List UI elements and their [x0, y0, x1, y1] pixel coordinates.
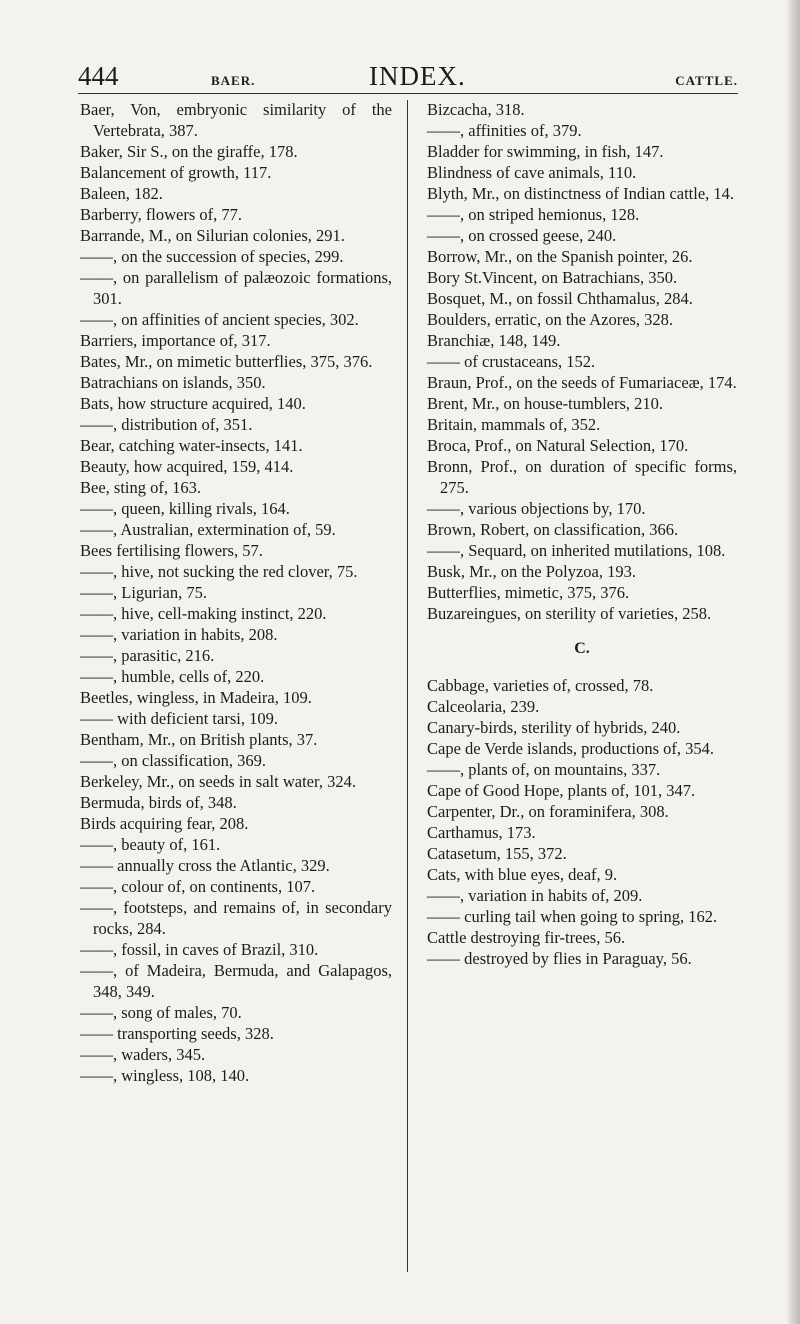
index-entry: —— of crustaceans, 152.	[427, 352, 596, 371]
index-entry: ——, on the succession of species, 299.	[80, 247, 344, 266]
index-entry: Barriers, importance of, 317.	[80, 331, 271, 350]
index-entry: Borrow, Mr., on the Spanish pointer, 26.	[427, 247, 693, 266]
index-entry: ——, wingless, 108, 140.	[80, 1066, 250, 1085]
index-entry: Balancement of growth, 117.	[80, 163, 272, 182]
index-entry: Canary-birds, sterility of hybrids, 240.	[427, 718, 681, 737]
running-head-right: CATTLE.	[675, 73, 738, 88]
index-entry: ——, variation in habits of, 209.	[427, 886, 643, 905]
index-entry: Bee, sting of, 163.	[80, 478, 201, 497]
index-entry: Calceolaria, 239.	[427, 697, 540, 716]
index-entry: Braun, Prof., on the seeds of Fumariaceæ, 174.	[427, 373, 737, 392]
index-entry: ——, Sequard, on inherited mutilations, 108.	[427, 541, 726, 560]
index-entry: Baleen, 182.	[80, 184, 163, 203]
index-column-left	[80, 99, 392, 1086]
index-entry: ——, distribution of, 351.	[80, 415, 253, 434]
index-entry: ——, parasitic, 216.	[80, 646, 215, 665]
index-entry: ——, footsteps, and remains of, in secondary rocks, 284.	[80, 898, 392, 938]
running-head-left: BAER.	[211, 73, 256, 88]
index-entry: Barrande, M., on Silurian colonies, 291.	[80, 226, 345, 245]
index-entry: Buzareingues, on sterility of varieties, 258.	[427, 604, 712, 623]
index-entry: ——, Ligurian, 75.	[80, 583, 207, 602]
index-entry: ——, on classification, 369.	[80, 751, 267, 770]
index-entry: Butterflies, mimetic, 375, 376.	[427, 583, 630, 602]
index-entry: ——, fossil, in caves of Brazil, 310.	[80, 940, 319, 959]
index-entry: Blyth, Mr., on distinctness of Indian cattle, 14.	[427, 184, 735, 203]
index-entry: ——, Australian, extermination of, 59.	[80, 520, 336, 539]
index-entry: Bees fertilising flowers, 57.	[80, 541, 263, 560]
header-rule	[78, 93, 738, 94]
index-entry: ——, hive, not sucking the red clover, 75.	[80, 562, 358, 581]
index-entry: Brent, Mr., on house-tumblers, 210.	[427, 394, 664, 413]
index-entry: —— curling tail when going to spring, 162.	[427, 907, 718, 926]
index-entry: Baker, Sir S., on the giraffe, 178.	[80, 142, 298, 161]
page-number: 444	[78, 61, 119, 91]
index-entry: Beetles, wingless, in Madeira, 109.	[80, 688, 312, 707]
index-entry: —— transporting seeds, 328.	[80, 1024, 274, 1043]
index-entry: ——, various objections by, 170.	[427, 499, 646, 518]
index-entry: Bory St.Vincent, on Batrachians, 350.	[427, 268, 678, 287]
index-entry: Bizcacha, 318.	[427, 100, 525, 119]
index-entry: Cats, with blue eyes, deaf, 9.	[427, 865, 618, 884]
index-entry: Bermuda, birds of, 348.	[80, 793, 237, 812]
index-entry: Boulders, erratic, on the Azores, 328.	[427, 310, 674, 329]
index-entry: Carthamus, 173.	[427, 823, 536, 842]
index-entry: Bladder for swimming, in fish, 147.	[427, 142, 664, 161]
section-letter-c: C.	[574, 640, 590, 657]
index-entry: Blindness of cave animals, 110.	[427, 163, 637, 182]
page-header	[78, 52, 738, 92]
index-section-c	[427, 675, 737, 969]
index-entry: —— destroyed by flies in Paraguay, 56.	[427, 949, 692, 968]
index-entry: Branchiæ, 148, 149.	[427, 331, 561, 350]
index-entry: Baer, Von, embryonic similarity of the Vertebrata, 387.	[80, 100, 392, 140]
index-entry: Birds acquiring fear, 208.	[80, 814, 249, 833]
index-entry: —— with deficient tarsi, 109.	[80, 709, 278, 728]
page-title: INDEX.	[369, 61, 466, 91]
index-entry: Britain, mammals of, 352.	[427, 415, 601, 434]
index-entry: ——, plants of, on mountains, 337.	[427, 760, 661, 779]
index-entry: Bats, how structure acquired, 140.	[80, 394, 306, 413]
index-entry: Busk, Mr., on the Polyzoa, 193.	[427, 562, 636, 581]
page-edge-shadow	[786, 0, 800, 1324]
index-entry: Cattle destroying fir-trees, 56.	[427, 928, 626, 947]
index-section-b	[427, 99, 737, 624]
index-entry: Bentham, Mr., on British plants, 37.	[80, 730, 318, 749]
index-entry: Bronn, Prof., on duration of specific forms, 275.	[427, 457, 737, 497]
index-entry: Cape de Verde islands, productions of, 354.	[427, 739, 715, 758]
index-entry: ——, humble, cells of, 220.	[80, 667, 265, 686]
index-entry: Carpenter, Dr., on foraminifera, 308.	[427, 802, 669, 821]
index-entry: ——, colour of, on continents, 107.	[80, 877, 316, 896]
index-entry: Bear, catching water-insects, 141.	[80, 436, 303, 455]
index-entry: Cape of Good Hope, plants of, 101, 347.	[427, 781, 696, 800]
index-entry: Beauty, how acquired, 159, 414.	[80, 457, 294, 476]
index-entry: ——, on striped hemionus, 128.	[427, 205, 640, 224]
index-entry: Brown, Robert, on classification, 366.	[427, 520, 679, 539]
index-entry: ——, affinities of, 379.	[427, 121, 582, 140]
index-entry: Cabbage, varieties of, crossed, 78.	[427, 676, 654, 695]
index-entry: ——, variation in habits, 208.	[80, 625, 278, 644]
index-entry: ——, queen, killing rivals, 164.	[80, 499, 290, 518]
index-entry: Catasetum, 155, 372.	[427, 844, 567, 863]
index-entry: ——, song of males, 70.	[80, 1003, 242, 1022]
index-entry: ——, of Madeira, Bermuda, and Galapagos, 348, 349.	[80, 961, 392, 1001]
index-entry: Batrachians on islands, 350.	[80, 373, 266, 392]
index-entry: ——, on crossed geese, 240.	[427, 226, 617, 245]
index-entry: Barberry, flowers of, 77.	[80, 205, 243, 224]
index-entry: —— annually cross the Atlantic, 329.	[80, 856, 330, 875]
index-entry: ——, hive, cell-making instinct, 220.	[80, 604, 327, 623]
index-entry: ——, waders, 345.	[80, 1045, 206, 1064]
index-entry: ——, on parallelism of palæozoic formations, 301.	[80, 268, 392, 308]
index-column-right	[427, 99, 737, 969]
index-entry: Bates, Mr., on mimetic butterflies, 375, 376.	[80, 352, 373, 371]
index-entry: Bosquet, M., on fossil Chthamalus, 284.	[427, 289, 693, 308]
index-entry: ——, beauty of, 161.	[80, 835, 221, 854]
index-entry: Berkeley, Mr., on seeds in salt water, 324.	[80, 772, 356, 791]
index-entry: ——, on affinities of ancient species, 302.	[80, 310, 359, 329]
column-divider	[407, 100, 408, 1272]
index-entry: Broca, Prof., on Natural Selection, 170.	[427, 436, 689, 455]
